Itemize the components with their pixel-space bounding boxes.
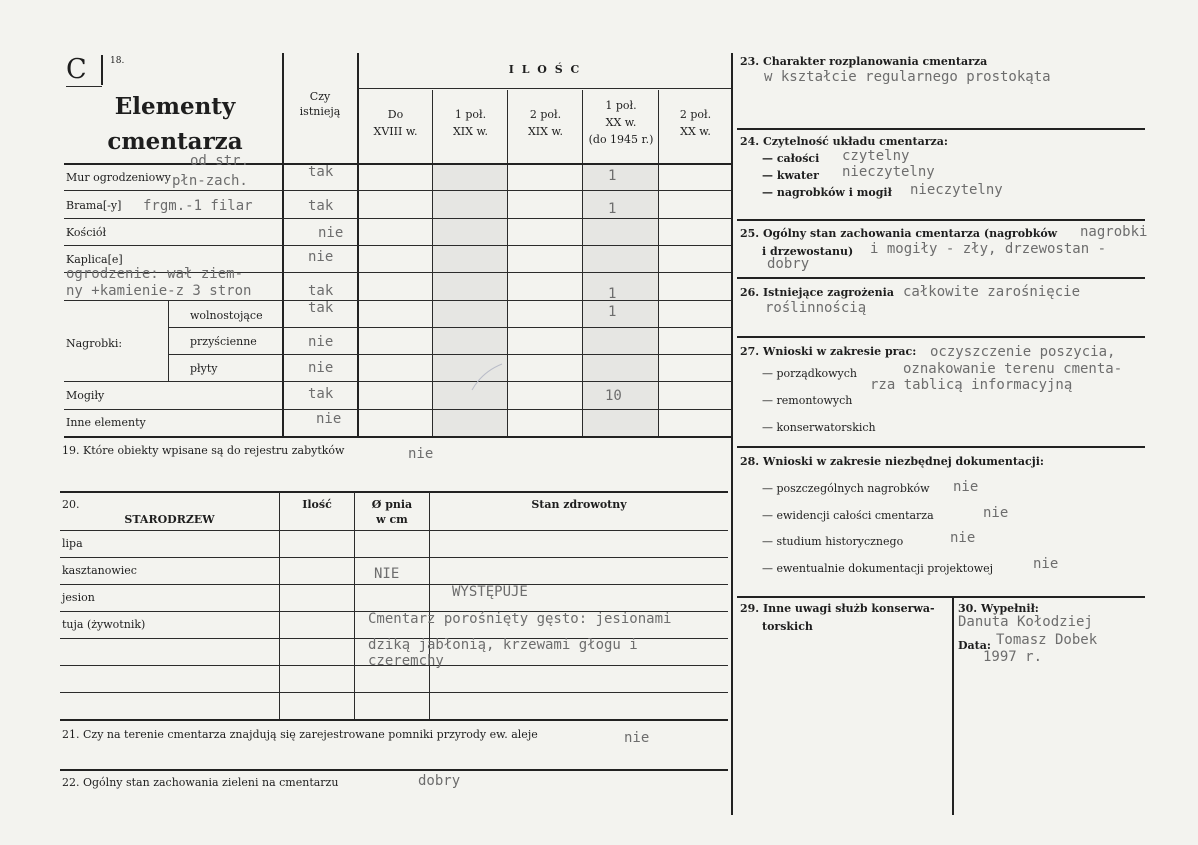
q28-item-2-label: — ewidencji całości cmentarza: [762, 509, 934, 522]
q30-name: Danuta Kołodziej: [958, 614, 1093, 630]
brama-note: frgm.-1 filar: [143, 198, 253, 214]
label-brama: Brama[-y]: [66, 199, 122, 212]
q20-note-1: Cmentarz porośnięty gęsto: jesionami: [368, 611, 672, 627]
q28-item-1-label: — poszczególnych nagrobków: [762, 482, 930, 495]
q20-note-2: dziką jabłonią, krzewami głogu i: [368, 637, 638, 653]
period-5-l1: 2 poł.: [679, 108, 712, 121]
period-4-l1: 1 poł.: [605, 99, 637, 112]
row-line-3: [64, 245, 732, 246]
q30-year: 1997 r.: [983, 649, 1043, 665]
q24-calosci-value: czytelny: [842, 148, 910, 164]
q28-item-3-label: — studium historycznego: [762, 535, 904, 548]
q25-value-3: dobry: [767, 256, 810, 272]
ogrodzenie-line-1: ogrodzenie: wał ziem-: [66, 266, 244, 282]
left-top-vline-d: [507, 90, 508, 437]
brama-qty: 1: [608, 201, 617, 217]
title-line-2: cmentarza: [107, 128, 243, 155]
period-2-l2: XIX w.: [452, 125, 489, 138]
q20-row-line-1: [60, 557, 728, 558]
q20-col-stan: Stan zdrowotny: [531, 498, 627, 511]
q20-vline-a: [279, 492, 280, 720]
inne-exists: nie: [316, 411, 342, 427]
q25-value-1: nagrobki: [1080, 224, 1148, 240]
tree-kasztanowiec: kasztanowiec: [62, 564, 137, 577]
q20-nie: NIE: [374, 566, 400, 582]
q19-label: 19. Które obiekty wpisane są do rejestru zabytków: [62, 444, 345, 457]
mur-exists: tak: [308, 164, 334, 180]
q24-bottom-line: [737, 219, 1145, 221]
q19-value: nie: [408, 446, 434, 462]
label-inne: Inne elementy: [66, 416, 146, 429]
q23-bottom-line: [737, 128, 1145, 130]
przyscienne-exists: nie: [308, 334, 334, 350]
q21-label: 21. Czy na terenie cmentarza znajdują się zarejestrowane pomniki przyrody ew. aleje: [62, 728, 538, 741]
period-1-l2: XVIII w.: [373, 125, 418, 138]
q30-data-label: Data:: [958, 639, 991, 652]
q24-nagrobkow-value: nieczytelny: [910, 182, 1003, 198]
mur-qty: 1: [608, 168, 617, 184]
q25-label-1: 25. Ogólny stan zachowania cmentarza (nagrobków: [740, 227, 1058, 240]
left-top-vline-c: [432, 90, 433, 437]
q25-value-2: i mogiły - zły, drzewostan -: [870, 241, 1107, 257]
q28-item-3-value: nie: [950, 530, 976, 546]
q29-label-2: torskich: [762, 620, 813, 633]
right-column-divider: [731, 53, 733, 815]
mur-note-1: od str.: [190, 153, 250, 169]
period-2-l1: 1 poł.: [454, 108, 487, 121]
q20-col-pnia-1: Ø pnia: [371, 498, 413, 511]
q20-vline-c: [429, 492, 430, 720]
czy-line-2: istnieją: [299, 105, 341, 118]
q20-col-pnia-2: w cm: [376, 513, 408, 526]
wolnostojace-exists: tak: [308, 300, 334, 316]
letter-bar: [101, 55, 103, 85]
plyty-exists: nie: [308, 360, 334, 376]
header-bottom-line: [64, 163, 732, 165]
label-mogily: Mogiły: [66, 389, 105, 402]
label-mur: Mur ogrodzeniowy: [66, 171, 171, 184]
q27-value-3: rza tablicą informacyjną: [870, 377, 1073, 393]
q20-col-starodrzew: STARODRZEW: [124, 513, 215, 526]
label-wolnostojace: wolnostojące: [190, 309, 263, 322]
wolnostojace-qty: 1: [608, 304, 617, 320]
tree-jesion: jesion: [62, 591, 95, 604]
ilosc-header: I L O Ś C: [508, 63, 582, 76]
q25-label-2: i drzewostanu): [762, 245, 854, 258]
label-plyty: płyty: [190, 362, 218, 375]
q28-item-4-value: nie: [1033, 556, 1059, 572]
period-4-l2: XX w.: [605, 116, 637, 129]
nagrobki-divider: [168, 301, 169, 382]
mur-note-2: płn-zach.: [172, 173, 248, 189]
q23-label: 23. Charakter rozplanowania cmentarza: [740, 55, 988, 68]
q21-bottom-line: [60, 769, 728, 771]
q20-col-ilosc: Ilość: [302, 498, 332, 511]
q21-value: nie: [624, 730, 650, 746]
label-kaplica: Kaplica[e]: [66, 253, 123, 266]
q23-value: w kształcie regularnego prostokąta: [764, 69, 1051, 85]
tree-lipa: lipa: [62, 537, 83, 550]
row-line-8: [64, 381, 732, 382]
row-line-5: [64, 300, 732, 301]
period-4-l3: (do 1945 r.): [588, 133, 654, 146]
letter-underline: [66, 86, 102, 87]
row-line-2: [64, 218, 732, 219]
q20-row-line-2: [60, 584, 728, 585]
czy-line-1: Czy: [309, 90, 331, 103]
card-letter: C: [66, 54, 87, 85]
label-kosciol: Kościół: [66, 226, 107, 239]
q27-label: 27. Wnioski w zakresie prac:: [740, 345, 917, 358]
q28-item-2-value: nie: [983, 505, 1009, 521]
label-przyscienne: przyścienne: [190, 335, 257, 348]
brama-exists: tak: [308, 198, 334, 214]
ogrodzenie-line-2: ny +kamienie-z 3 stron: [66, 283, 252, 299]
q20-number: 20.: [62, 498, 80, 511]
pencil-mark: [470, 362, 506, 392]
table-bottom-line: [64, 436, 732, 438]
q28-item-1-value: nie: [953, 479, 979, 495]
q20-bottom-line: [60, 719, 728, 721]
title-line-1: Elementy: [114, 93, 236, 120]
q30-label: 30. Wypełnił:: [958, 602, 1039, 615]
q28-item-4-label: — ewentualnie dokumentacji projektowej: [762, 562, 994, 575]
q26-value-1: całkowite zarośnięcie: [903, 284, 1081, 300]
kaplica-exists: nie: [308, 249, 334, 265]
q27-value-2: oznakowanie terenu cmenta-: [903, 361, 1123, 377]
tree-tuja: tuja (żywotnik): [62, 618, 146, 631]
q22-label: 22. Ogólny stan zachowania zieleni na cmentarzu: [62, 776, 339, 789]
q24-label: 24. Czytelność układu cmentarza:: [740, 135, 948, 148]
q29-label-1: 29. Inne uwagi służb konserwa-: [740, 602, 935, 615]
row-line-9: [64, 409, 732, 410]
mogily-qty: 10: [605, 388, 622, 404]
q24-nagrobkow-label: — nagrobków i mogił: [762, 186, 892, 199]
section-number: 18.: [110, 56, 125, 66]
q28-label: 28. Wnioski w zakresie niezbędnej dokumentacji:: [740, 455, 1044, 468]
q26-bottom-line: [737, 336, 1145, 338]
q26-label: 26. Istniejące zagrożenia: [740, 286, 894, 299]
q20-note-3: czeremchy: [368, 653, 444, 669]
q24-kwater-label: — kwater: [762, 169, 819, 182]
q27-porzadkowych: — porządkowych: [762, 367, 857, 380]
ogrodzenie-qty: 1: [608, 286, 617, 302]
q24-calosci-label: — całości: [762, 152, 820, 165]
row-line-6: [168, 327, 732, 328]
q19-bottom-line: [60, 491, 728, 493]
q20-row-line-6: [60, 692, 728, 693]
q27-remontowych: — remontowych: [762, 394, 853, 407]
q28-bottom-line: [737, 596, 1145, 598]
q30-name2: Tomasz Dobek: [996, 632, 1098, 648]
q27-konserwatorskich: — konserwatorskich: [762, 421, 876, 434]
row-line-7: [168, 354, 732, 355]
period-3-l1: 2 poł.: [529, 108, 562, 121]
mogily-exists: tak: [308, 386, 334, 402]
q26-value-2: roślinnością: [765, 300, 867, 316]
row-line-1: [64, 190, 732, 191]
period-1-l1: Do: [387, 108, 404, 121]
q29-q30-divider: [952, 597, 954, 815]
q27-value-1: oczyszczenie poszycia,: [930, 344, 1116, 360]
label-nagrobki: Nagrobki:: [66, 337, 123, 350]
period-5-l2: XX w.: [680, 125, 711, 138]
ogrodzenie-exists: tak: [308, 283, 334, 299]
q20-wystepuje: WYSTĘPUJE: [452, 584, 528, 600]
q24-kwater-value: nieczytelny: [842, 164, 935, 180]
q22-value: dobry: [418, 773, 461, 789]
q20-header-line: [60, 530, 728, 531]
kosciol-exists: nie: [318, 225, 344, 241]
period-3-l2: XIX w.: [527, 125, 564, 138]
q25-bottom-line: [737, 277, 1145, 279]
ilosc-underline: [358, 88, 732, 89]
q27-bottom-line: [737, 446, 1145, 448]
